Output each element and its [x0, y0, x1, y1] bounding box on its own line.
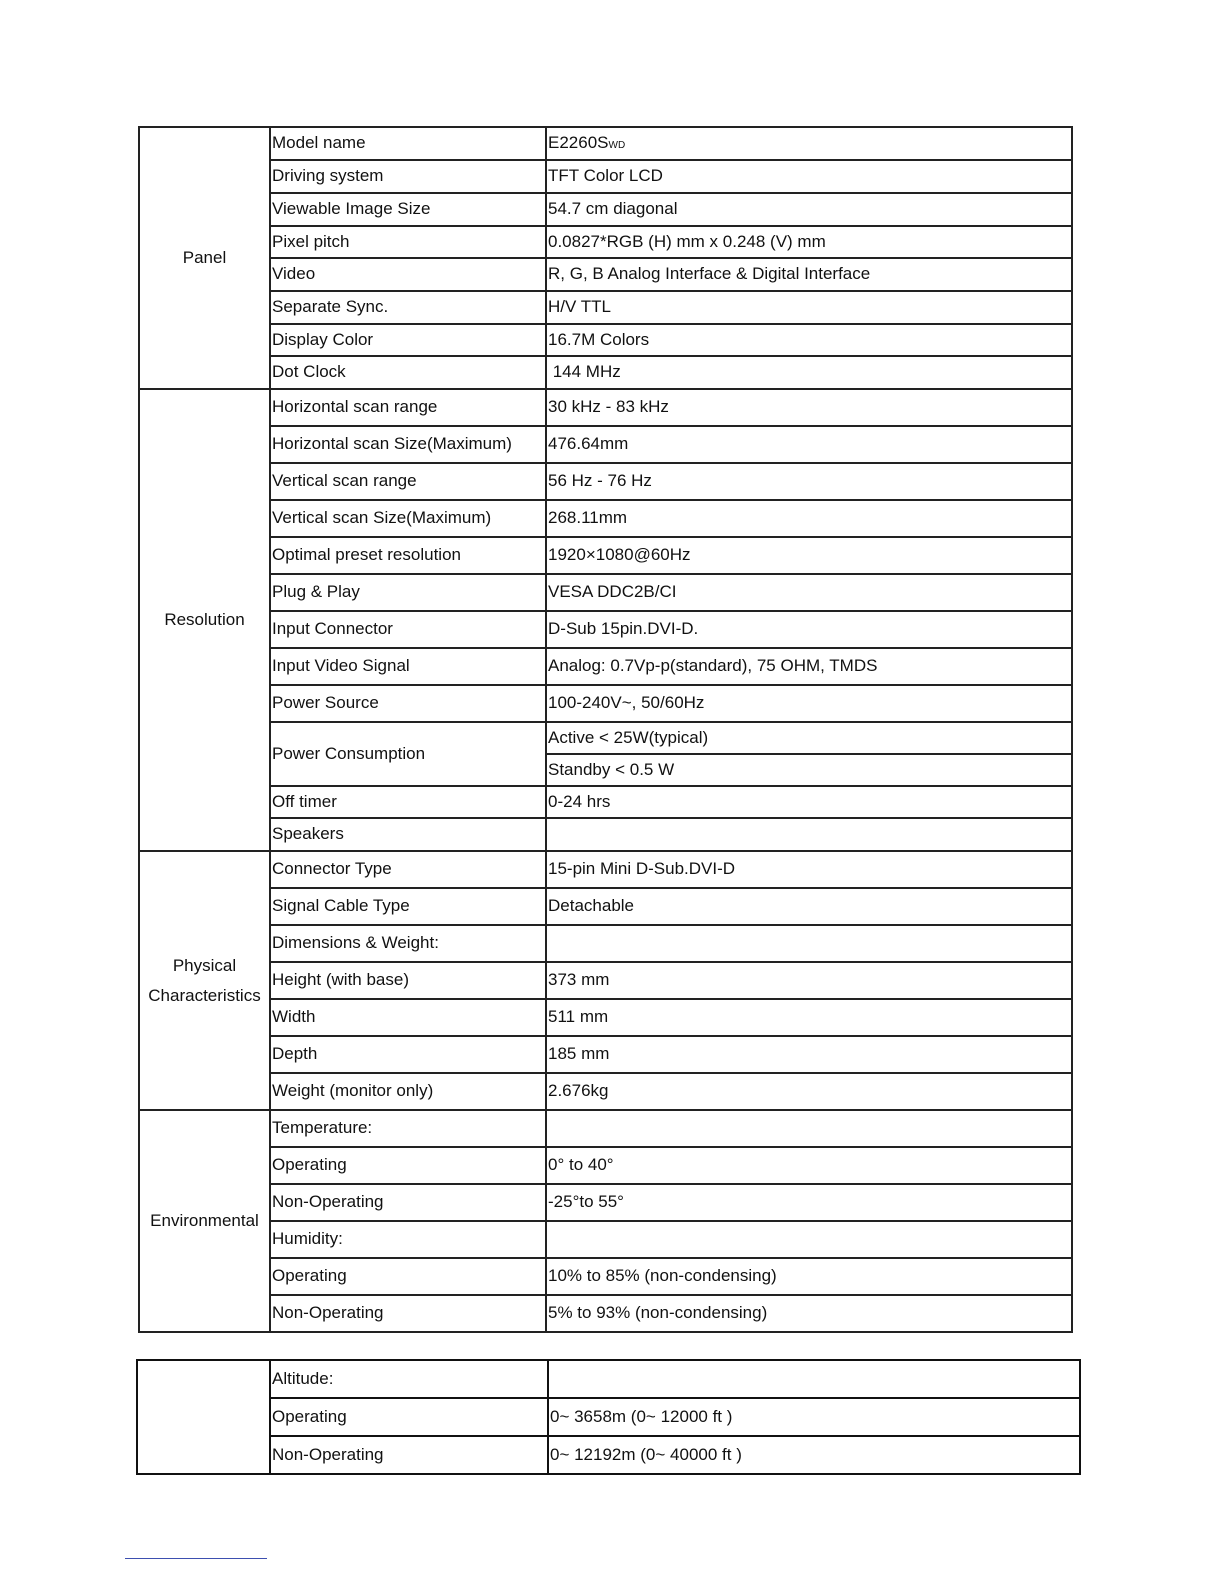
- spec-label: Signal Cable Type: [270, 888, 546, 925]
- spec-row: [137, 1360, 1080, 1398]
- spec-label: Non-Operating: [270, 1184, 546, 1221]
- spec-row: [139, 611, 1072, 648]
- spec-row: [139, 786, 1072, 818]
- altitude-table: [136, 1359, 1081, 1475]
- spec-row: [139, 722, 1072, 754]
- spec-row: [139, 324, 1072, 356]
- spec-label: Vertical scan range: [270, 463, 546, 500]
- spec-row: [139, 1036, 1072, 1073]
- spec-value: [548, 1360, 1080, 1398]
- spec-row: [139, 193, 1072, 226]
- spec-value: [546, 1110, 1072, 1147]
- spec-label: Input Connector: [270, 611, 546, 648]
- spec-label: Horizontal scan Size(Maximum): [270, 426, 546, 463]
- spec-label: Driving system: [270, 160, 546, 193]
- spec-value: [546, 1221, 1072, 1258]
- model-name-suffix: WD: [608, 140, 626, 152]
- spec-row: [139, 574, 1072, 611]
- spec-value: 54.7 cm diagonal: [546, 193, 1072, 226]
- spec-label: Display Color: [270, 324, 546, 356]
- spec-value: -25°to 55°: [546, 1184, 1072, 1221]
- spec-label: Depth: [270, 1036, 546, 1073]
- spec-value: 56 Hz - 76 Hz: [546, 463, 1072, 500]
- spec-value: Active < 25W(typical): [546, 722, 1072, 754]
- spec-label: Operating: [270, 1258, 546, 1295]
- specifications-table: [138, 126, 1073, 1333]
- spec-value: 511 mm: [546, 999, 1072, 1036]
- spec-row: [139, 258, 1072, 291]
- spec-value: R, G, B Analog Interface & Digital Interface: [546, 258, 1072, 291]
- spec-value: 30 kHz - 83 kHz: [546, 389, 1072, 426]
- spec-row: [139, 500, 1072, 537]
- spec-label: Power Source: [270, 685, 546, 722]
- spec-value: 373 mm: [546, 962, 1072, 999]
- spec-label: Connector Type: [270, 851, 546, 888]
- spec-row: [139, 356, 1072, 389]
- spec-value: 100-240V~, 50/60Hz: [546, 685, 1072, 722]
- spec-label: Operating: [270, 1398, 548, 1436]
- spec-label: Input Video Signal: [270, 648, 546, 685]
- spec-label: Width: [270, 999, 546, 1036]
- spec-label: Viewable Image Size: [270, 193, 546, 226]
- spec-label: Video: [270, 258, 546, 291]
- spec-value: D-Sub 15pin.DVI-D.: [546, 611, 1072, 648]
- spec-label: Temperature:: [270, 1110, 546, 1147]
- spec-row: [139, 818, 1072, 851]
- spec-row: [139, 389, 1072, 426]
- spec-value: 10% to 85% (non-condensing): [546, 1258, 1072, 1295]
- spec-row: [139, 537, 1072, 574]
- spec-row: [139, 685, 1072, 722]
- spec-value: [546, 127, 1072, 160]
- spec-value: Analog: 0.7Vp-p(standard), 75 OHM, TMDS: [546, 648, 1072, 685]
- spec-value: 15-pin Mini D-Sub.DVI-D: [546, 851, 1072, 888]
- spec-row: [139, 888, 1072, 925]
- spec-value: 0~ 12192m (0~ 40000 ft ): [548, 1436, 1080, 1474]
- spec-value: 185 mm: [546, 1036, 1072, 1073]
- spec-label: Off timer: [270, 786, 546, 818]
- spec-label: Pixel pitch: [270, 226, 546, 258]
- category-resolution: Resolution: [139, 389, 270, 851]
- spec-row: [139, 1184, 1072, 1221]
- spec-value: 476.64mm: [546, 426, 1072, 463]
- spec-row: [139, 127, 1072, 160]
- spec-label: Dimensions & Weight:: [270, 925, 546, 962]
- spec-label: Power Consumption: [270, 722, 546, 786]
- spec-value: 16.7M Colors: [546, 324, 1072, 356]
- spec-row: [139, 925, 1072, 962]
- spec-value: H/V TTL: [546, 291, 1072, 324]
- spec-value: 5% to 93% (non-condensing): [546, 1295, 1072, 1332]
- spec-label: Speakers: [270, 818, 546, 851]
- spec-value: Detachable: [546, 888, 1072, 925]
- spec-label: Dot Clock: [270, 356, 546, 389]
- spec-row: [139, 1110, 1072, 1147]
- spec-value: 144 MHz: [546, 356, 1072, 389]
- spec-label: Non-Operating: [270, 1295, 546, 1332]
- spec-row: [139, 851, 1072, 888]
- spec-row: [139, 1258, 1072, 1295]
- spec-row: [139, 463, 1072, 500]
- spec-value: 2.676kg: [546, 1073, 1072, 1110]
- spec-value: [546, 818, 1072, 851]
- spec-label: Weight (monitor only): [270, 1073, 546, 1110]
- spec-row: [139, 999, 1072, 1036]
- spec-label: Plug & Play: [270, 574, 546, 611]
- spec-label: Height (with base): [270, 962, 546, 999]
- spec-row: [139, 426, 1072, 463]
- spec-value: 0~ 3658m (0~ 12000 ft ): [548, 1398, 1080, 1436]
- spec-label: Vertical scan Size(Maximum): [270, 500, 546, 537]
- category-physical: Physical Characteristics: [139, 851, 270, 1110]
- spec-label: Operating: [270, 1147, 546, 1184]
- spec-value: [546, 925, 1072, 962]
- spec-value: 0° to 40°: [546, 1147, 1072, 1184]
- spec-row: [139, 160, 1072, 193]
- category-environmental: Environmental: [139, 1110, 270, 1332]
- category-altitude: [137, 1360, 270, 1474]
- model-name-value: E2260S: [548, 133, 609, 153]
- spec-row: [139, 1073, 1072, 1110]
- spec-label: Separate Sync.: [270, 291, 546, 324]
- spec-row: [139, 1147, 1072, 1184]
- spec-row: [139, 1221, 1072, 1258]
- spec-row: [139, 291, 1072, 324]
- spec-value: 1920×1080@60Hz: [546, 537, 1072, 574]
- spec-value: TFT Color LCD: [546, 160, 1072, 193]
- spec-row: [139, 226, 1072, 258]
- spec-label: Optimal preset resolution: [270, 537, 546, 574]
- spec-label: Non-Operating: [270, 1436, 548, 1474]
- footer-divider: [125, 1558, 267, 1559]
- spec-label: Horizontal scan range: [270, 389, 546, 426]
- spec-value: 0.0827*RGB (H) mm x 0.248 (V) mm: [546, 226, 1072, 258]
- spec-label: Model name: [270, 127, 546, 160]
- spec-row: [139, 962, 1072, 999]
- spec-label: Humidity:: [270, 1221, 546, 1258]
- spec-row: [137, 1398, 1080, 1436]
- spec-label: Altitude:: [270, 1360, 548, 1398]
- spec-row: [137, 1436, 1080, 1474]
- spec-row: [139, 1295, 1072, 1332]
- spec-value: 0-24 hrs: [546, 786, 1072, 818]
- category-panel: Panel: [139, 127, 270, 389]
- spec-value: Standby < 0.5 W: [546, 754, 1072, 786]
- spec-row: [139, 648, 1072, 685]
- spec-value: 268.11mm: [546, 500, 1072, 537]
- spec-value: VESA DDC2B/CI: [546, 574, 1072, 611]
